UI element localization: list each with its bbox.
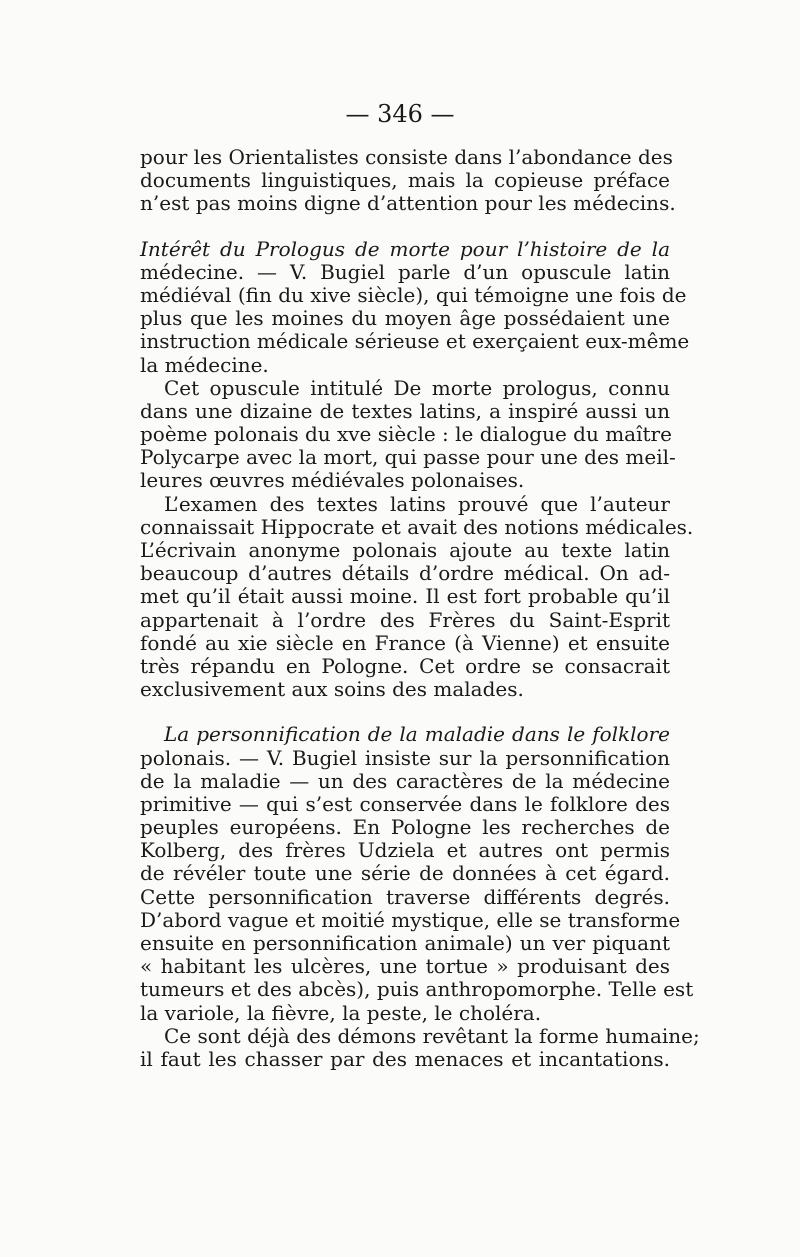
text-line: connaissait Hippocrate et avait des notions médicales. (140, 514, 694, 539)
text-line: dans une dizaine de textes latins, a inspiré aussi un (140, 398, 670, 423)
text-line: Kolberg, des frères Udziela et autres ont permis (140, 838, 670, 863)
text-line: de la maladie — un des caractères de la médecine (140, 768, 670, 793)
text-line: Ce sont déjà des démons revêtant la forme humaine; (164, 1023, 700, 1048)
section-gap (140, 216, 670, 238)
text-line: exclusivement aux soins des malades. (140, 677, 524, 702)
text-line: médiéval (fin du xive siècle), qui témoigne une fois de (140, 282, 687, 307)
text-line: médecine. — V. Bugiel parle d’un opuscule latin (140, 259, 670, 284)
text-line: n’est pas moins digne d’attention pour les médecins. (140, 191, 676, 216)
text-line: primitive — qui s’est conservée dans le folklore des (140, 791, 670, 816)
text-line: tumeurs et des abcès), puis anthropomorphe. Telle est (140, 977, 694, 1002)
text-line: de révéler toute une série de données à cet égard. (140, 861, 670, 886)
text-line: Cette personnification traverse différents degrés. (140, 884, 670, 909)
page-number: — 346 — (345, 100, 455, 128)
text-line: poème polonais du xve siècle : le dialogue du maître (140, 422, 672, 447)
text-line: appartenait à l’ordre des Frères du Saint-Esprit (140, 607, 670, 632)
text-line: ensuite en personnification animale) un ver piquant (140, 931, 670, 955)
text-line: documents linguistiques, mais la copieuse préface (140, 168, 670, 193)
text-line: la médecine. (140, 352, 269, 377)
section-gap (140, 701, 670, 723)
text-line: Cet opuscule intitulé De morte prologus, connu (164, 375, 670, 400)
text-line: « habitant les ulcères, une tortue » produisant des (140, 954, 670, 979)
body-text (140, 145, 700, 1071)
text-line: D’abord vague et moitié mystique, elle se transforme (140, 907, 681, 932)
text-line: Polycarpe avec la mort, qui passe pour une des meil- (140, 445, 676, 470)
text-line: beaucoup d’autres détails d’ordre médical. On ad- (140, 561, 670, 586)
text-line: la variole, la fièvre, la peste, le choléra. (140, 1000, 542, 1025)
text-line: très répandu en Pologne. Cet ordre se consacrait (140, 653, 670, 678)
text-line: instruction médicale sérieuse et exerçaient eux-même (140, 329, 690, 354)
text-line: peuples européens. En Pologne les recherches de (140, 815, 670, 840)
section-heading-line: La personnification de la maladie dans le folklore (164, 722, 670, 747)
text-line: plus que les moines du moyen âge possédaient une (140, 306, 670, 331)
text-line: L’examen des textes latins prouvé que l’auteur (164, 491, 670, 516)
section-heading-line: Intérêt du Prologus de morte pour l’histoire de la (140, 236, 670, 261)
text-line: met qu’il était aussi moine. Il est fort probable qu’il (140, 584, 670, 609)
text-line: fondé au xie siècle en France (à Vienne) et ensuite (140, 630, 670, 655)
text-line: leures œuvres médiévales polonaises. (140, 468, 525, 493)
text-line: pour les Orientalistes consiste dans l’abondance des (140, 145, 673, 169)
text-line: il faut les chasser par des menaces et incantations. (140, 1046, 670, 1071)
text-line: polonais. — V. Bugiel insiste sur la personnification (140, 745, 670, 770)
text-line: L’écrivain anonyme polonais ajoute au texte latin (140, 538, 670, 562)
